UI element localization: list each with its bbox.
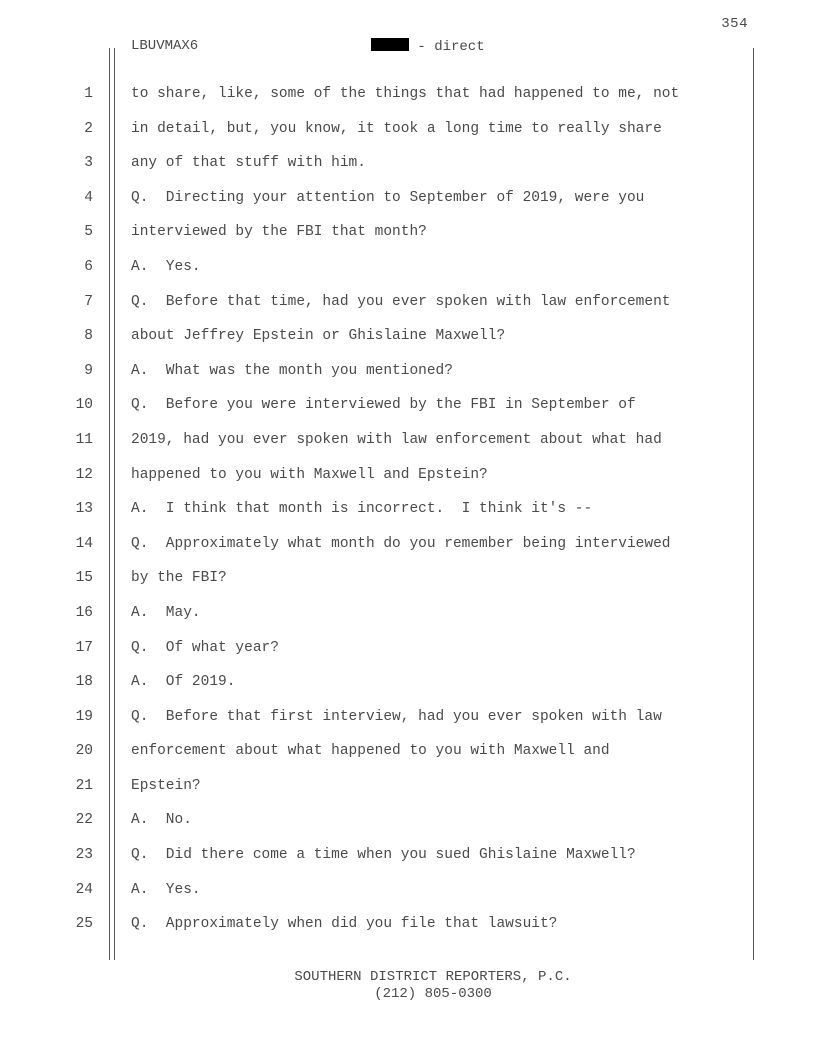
transcript-line bbox=[0, 597, 816, 632]
line-number: 9 bbox=[84, 362, 93, 379]
transcript-line bbox=[0, 459, 816, 494]
line-text: Q. Before that first interview, had you ever spoken with law bbox=[131, 708, 662, 725]
transcript-line bbox=[0, 424, 816, 459]
line-number: 12 bbox=[75, 466, 93, 483]
line-text: by the FBI? bbox=[131, 570, 227, 587]
transcript-line bbox=[0, 839, 816, 874]
transcript-line bbox=[0, 562, 816, 597]
transcript-line bbox=[0, 147, 816, 182]
transcript-line bbox=[0, 666, 816, 701]
line-text: happened to you with Maxwell and Epstein? bbox=[131, 466, 488, 483]
line-text: A. Yes. bbox=[131, 258, 201, 275]
transcript-line bbox=[0, 355, 816, 390]
reporter-name: SOUTHERN DISTRICT REPORTERS, P.C. bbox=[294, 969, 572, 985]
line-number: 5 bbox=[84, 224, 93, 241]
line-number: 10 bbox=[75, 397, 93, 414]
transcript-line bbox=[0, 78, 816, 113]
transcript-body bbox=[0, 78, 816, 943]
witness-suffix: - direct bbox=[409, 39, 485, 55]
line-text: Epstein? bbox=[131, 777, 201, 794]
transcript-line bbox=[0, 701, 816, 736]
line-text: A. Yes. bbox=[131, 881, 201, 898]
line-text: A. No. bbox=[131, 812, 192, 829]
line-number: 17 bbox=[75, 639, 93, 656]
line-text: about Jeffrey Epstein or Ghislaine Maxwell? bbox=[131, 328, 506, 345]
footer bbox=[0, 969, 816, 1003]
transcript-line bbox=[0, 908, 816, 943]
line-text: Q. Before that time, had you ever spoken with law enforcement bbox=[131, 293, 671, 310]
line-number: 13 bbox=[75, 501, 93, 518]
transcript-line bbox=[0, 528, 816, 563]
line-number: 18 bbox=[75, 674, 93, 691]
transcript-line bbox=[0, 874, 816, 909]
line-text: enforcement about what happened to you with Maxwell and bbox=[131, 743, 610, 760]
line-text: Q. Approximately what month do you remember being interviewed bbox=[131, 535, 671, 552]
line-number: 2 bbox=[84, 120, 93, 137]
line-number: 16 bbox=[75, 604, 93, 621]
line-number: 19 bbox=[75, 708, 93, 725]
line-text: A. May. bbox=[131, 604, 201, 621]
line-text: to share, like, some of the things that had happened to me, not bbox=[131, 86, 680, 102]
line-number: 21 bbox=[75, 777, 93, 794]
transcript-line bbox=[0, 632, 816, 667]
page-number: 354 bbox=[721, 16, 748, 32]
line-number: 6 bbox=[84, 258, 93, 275]
line-number: 25 bbox=[75, 916, 93, 933]
line-number: 15 bbox=[75, 570, 93, 587]
line-number: 4 bbox=[84, 189, 93, 206]
transcript-line bbox=[0, 182, 816, 217]
line-text: A. What was the month you mentioned? bbox=[131, 362, 453, 379]
line-text: A. I think that month is incorrect. I think it's -- bbox=[131, 501, 593, 518]
line-number: 7 bbox=[84, 293, 93, 310]
line-number: 20 bbox=[75, 743, 93, 760]
line-text: interviewed by the FBI that month? bbox=[131, 224, 427, 241]
line-number: 1 bbox=[84, 86, 93, 102]
line-text: A. Of 2019. bbox=[131, 674, 236, 691]
line-number: 11 bbox=[75, 431, 93, 448]
line-text: Q. Before you were interviewed by the FBI in September of bbox=[131, 397, 636, 414]
transcript-line bbox=[0, 770, 816, 805]
witness-header bbox=[371, 38, 485, 55]
line-text: 2019, had you ever spoken with law enforcement about what had bbox=[131, 431, 662, 448]
line-number: 8 bbox=[84, 328, 93, 345]
transcript-line bbox=[0, 389, 816, 424]
transcript-line bbox=[0, 251, 816, 286]
transcript-line bbox=[0, 216, 816, 251]
transcript-line bbox=[0, 286, 816, 321]
line-number: 24 bbox=[75, 881, 93, 898]
line-number: 14 bbox=[75, 535, 93, 552]
line-text: any of that stuff with him. bbox=[131, 155, 366, 172]
line-text: Q. Directing your attention to September of 2019, were you bbox=[131, 189, 645, 206]
case-code: LBUVMAX6 bbox=[131, 38, 199, 54]
transcript-line bbox=[0, 113, 816, 148]
transcript-line bbox=[0, 804, 816, 839]
redaction-bar bbox=[371, 38, 409, 51]
transcript-line bbox=[0, 493, 816, 528]
transcript-line bbox=[0, 320, 816, 355]
line-number: 22 bbox=[75, 812, 93, 829]
transcript-line bbox=[0, 735, 816, 770]
reporter-phone: (212) 805-0300 bbox=[374, 986, 492, 1002]
line-number: 3 bbox=[84, 155, 93, 172]
line-number: 23 bbox=[75, 847, 93, 864]
line-text: in detail, but, you know, it took a long time to really share bbox=[131, 120, 662, 137]
line-text: Q. Approximately when did you file that lawsuit? bbox=[131, 916, 558, 933]
line-text: Q. Of what year? bbox=[131, 639, 279, 656]
line-text: Q. Did there come a time when you sued Ghislaine Maxwell? bbox=[131, 847, 636, 864]
